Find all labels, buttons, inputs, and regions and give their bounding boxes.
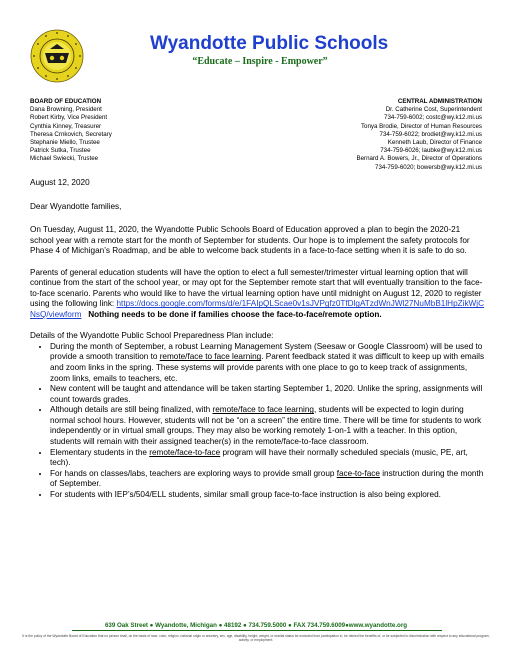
virtual-option-text: Parents of general education students will have the option to elect a full semester/trimester virtual learning option that will continue from the start of the school year, or may opt for the September remote start that will eventually transition to the face-to-face scenario. Parents who would like to have the virtual learning option have until midnight on August 12, 2020 to register using the following link: xyxy=(30,267,483,309)
admin-line: Bernard A. Bowers, Jr., Director of Operations xyxy=(356,155,482,163)
board-of-education xyxy=(30,98,230,164)
list-item xyxy=(50,469,486,490)
bullet-text: , students will be expected to login during normal school hours. However, students will not be “on a screen” the entire time. There will be time for students to work independently or in virtual small groups. They may also be working remotely 1-on-1 with a teacher. In this option, students will remain with their assigned teacher(s) in the remote/face-to-face classroom. xyxy=(50,405,482,447)
bullet-text: Elementary students in the xyxy=(50,447,150,457)
footer-divider xyxy=(72,630,442,631)
admin-line: 734-759-6020; bowersb@wy.k12.mi.us xyxy=(375,163,482,171)
admin-line: Dr. Catherine Cost, Superintendent xyxy=(385,106,482,114)
board-member: Theresa Crnkovich, Secretary xyxy=(30,130,112,138)
bullet-text: . Parent feedback stated it was difficult to keep up with emails and zoom links in the spring. These systems will provide parents with one place to go to keep track of assignments, zoom links, emails to teachers, etc. xyxy=(50,352,485,383)
bullet-text: program will have their normally scheduled specials (music, PE, art, tech). xyxy=(50,447,468,468)
board-member: Cynthia Kinney, Treasurer xyxy=(30,122,102,130)
board-member: Stephanie Miello, Trustee xyxy=(30,139,100,147)
admin-line: Tonya Brodie, Director of Human Resources xyxy=(360,122,482,130)
bullet-text: During the month of September, a robust Learning Management System (Seesaw or Google Classroom) will be used to provide a smooth transition to xyxy=(50,341,483,362)
admin-line: 734-759-6022; brodiet@wy.k12.mi.us xyxy=(379,130,482,138)
list-item xyxy=(50,342,486,384)
paragraph-announcement: On Tuesday, August 11, 2020, the Wyandotte Public Schools Board of Education approved a plan to begin the 2020-21 school year with a remote start for the month of September for students. Our hope is to implement the safety protocols for Phase 4 of Michigan’s Roadmap, and be able to welcome back students in a face-to-face setting when it is safe to do so. xyxy=(30,225,470,256)
bullet-underlined: remote/face-to-face xyxy=(149,447,221,457)
letter-body xyxy=(30,178,486,501)
paragraph-virtual-option xyxy=(30,268,486,321)
district-name: Wyandotte Public Schools xyxy=(150,33,389,54)
bullet-underlined: face-to-face xyxy=(336,468,380,478)
footer-contact: 639 Oak Street ● Wyandotte, Michigan ● 48192 ● 734.759.5000 ● FAX 734.759.6009●www.wyandotte.org xyxy=(104,622,408,629)
bullet-underlined: remote/face to face learning xyxy=(159,352,262,362)
district-seal-logo xyxy=(30,29,84,83)
plan-list xyxy=(30,342,486,501)
letter-date: August 12, 2020 xyxy=(30,178,90,187)
bullet-text: For hands on classes/labs, teachers are exploring ways to provide small group xyxy=(50,468,337,478)
bullet-text: instruction during the month of September. xyxy=(50,468,484,489)
central-administration xyxy=(242,98,482,172)
footer-disclaimer: It is the policy of the Wyandotte Board of Education that no person shall, on the basis of race, color, religion, national origin or ancestry, sex, age, disability, height, weight, or marital status be excluded from participation in, be denied the benefits of, or be subjected to discrimination with respect to any educational program, activity, or employment. xyxy=(22,634,490,643)
board-member: Michael Swiecki, Trustee xyxy=(30,155,99,163)
admin-line: 734-759-6026; laubke@wy.k12.mi.us xyxy=(380,147,482,155)
board-heading: BOARD OF EDUCATION xyxy=(30,98,102,105)
list-item: • For students with IEP’s/504/ELL students, similar small group face-to-face instruction is also being explored. xyxy=(50,490,486,501)
letter-greeting: Dear Wyandotte families, xyxy=(30,201,122,211)
bullet-text: Although details are still being finalized, with xyxy=(50,405,213,415)
board-member: Robert Kirby, Vice President xyxy=(30,114,108,122)
list-item xyxy=(50,448,486,469)
registration-link[interactable]: https://docs.google.com/forms/d/e/1FAIpQLScae0v1sJVPgfz0TfDlgATzdWnJWl27NuMbB1lHpZikWjCNsQ/viewform xyxy=(30,299,484,319)
admin-heading: CENTRAL ADMINISTRATION xyxy=(397,98,482,105)
admin-line: 734-759-6002; costc@wy.k12.mi.us xyxy=(384,114,482,122)
tagline: “Educate – Inspire - Empower” xyxy=(192,56,328,67)
list-item: • New content will be taught and attendance will be taken starting September 1, 2020. Unlike the spring, assignments will count towards grades. xyxy=(50,384,486,405)
board-member: Patrick Sutka, Trustee xyxy=(30,147,91,155)
board-member: Dana Browning, President xyxy=(30,106,102,114)
plan-intro: Details of the Wyandotte Public School Preparedness Plan include: xyxy=(30,331,274,341)
no-action-note: Nothing needs to be done if families choose the face-to-face/remote option. xyxy=(88,309,382,319)
list-item xyxy=(50,405,486,447)
bullet-underlined: remote/face to face learning xyxy=(212,405,314,415)
admin-line: Kenneth Laub, Director of Finance xyxy=(387,139,482,147)
